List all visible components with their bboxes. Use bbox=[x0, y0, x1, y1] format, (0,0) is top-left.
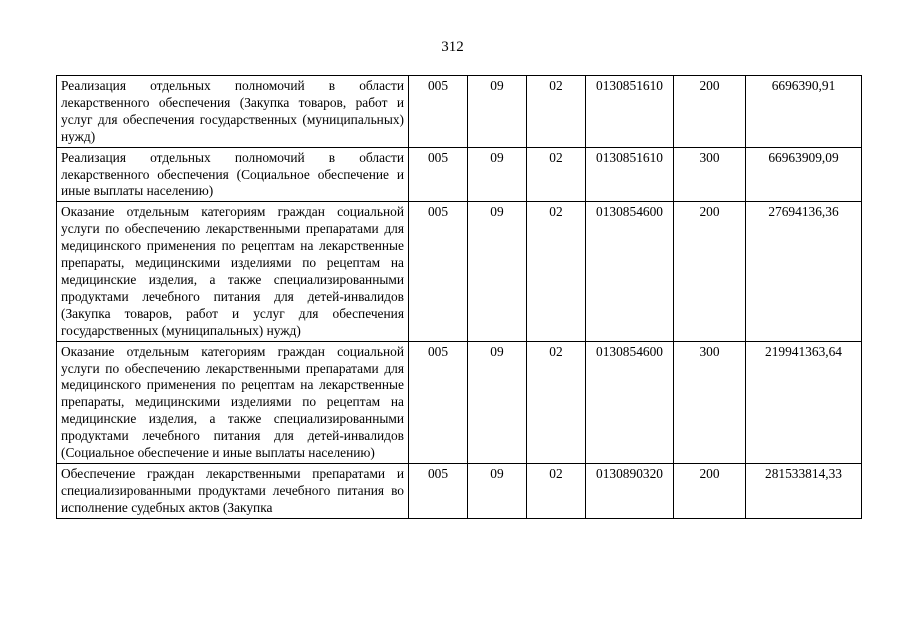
expense-description: Оказание отдельным категориям граждан социальной услуги по обеспечению лекарственными препаратами для медицинского применения по рецептам на лекарственные препараты, медицинскими изделиями по рецептам на медицинские изделия, а также специализированными продуктами лечебного питания для детей-инвалидов (Закупка товаров, работ и услуг для обеспечения государственных (муниципальных) нужд) bbox=[57, 202, 409, 341]
amount: 66963909,09 bbox=[746, 147, 862, 202]
table-row bbox=[57, 147, 862, 202]
expense-description: Реализация отдельных полномочий в области лекарственного обеспечения (Социальное обеспечение и иные выплаты населению) bbox=[57, 147, 409, 202]
section-code: 09 bbox=[468, 463, 527, 518]
amount: 6696390,91 bbox=[746, 76, 862, 148]
subsection-code: 02 bbox=[527, 341, 586, 463]
subsection-code: 02 bbox=[527, 463, 586, 518]
target-article-code: 0130890320 bbox=[586, 463, 674, 518]
expense-type-code: 200 bbox=[674, 463, 746, 518]
amount: 281533814,33 bbox=[746, 463, 862, 518]
target-article-code: 0130851610 bbox=[586, 147, 674, 202]
section-code: 09 bbox=[468, 341, 527, 463]
page-number: 312 bbox=[441, 39, 464, 55]
subsection-code: 02 bbox=[527, 202, 586, 341]
table-row bbox=[57, 341, 862, 463]
target-article-code: 0130854600 bbox=[586, 341, 674, 463]
section-code: 09 bbox=[468, 202, 527, 341]
expense-type-code: 200 bbox=[674, 202, 746, 341]
expense-type-code: 200 bbox=[674, 76, 746, 148]
ministry-code: 005 bbox=[409, 202, 468, 341]
table-row bbox=[57, 463, 862, 518]
amount: 27694136,36 bbox=[746, 202, 862, 341]
subsection-code: 02 bbox=[527, 76, 586, 148]
amount: 219941363,64 bbox=[746, 341, 862, 463]
target-article-code: 0130851610 bbox=[586, 76, 674, 148]
table-row bbox=[57, 76, 862, 148]
subsection-code: 02 bbox=[527, 147, 586, 202]
budget-table bbox=[56, 75, 862, 519]
expense-type-code: 300 bbox=[674, 341, 746, 463]
target-article-code: 0130854600 bbox=[586, 202, 674, 341]
table-row bbox=[57, 202, 862, 341]
ministry-code: 005 bbox=[409, 147, 468, 202]
ministry-code: 005 bbox=[409, 341, 468, 463]
expense-description: Реализация отдельных полномочий в области лекарственного обеспечения (Закупка товаров, работ и услуг для обеспечения государственных (муниципальных) нужд) bbox=[57, 76, 409, 148]
section-code: 09 bbox=[468, 147, 527, 202]
expense-description: Обеспечение граждан лекарственными препаратами и специализированными продуктами лечебного питания во исполнение судебных актов (Закупка bbox=[57, 463, 409, 518]
section-code: 09 bbox=[468, 76, 527, 148]
expense-type-code: 300 bbox=[674, 147, 746, 202]
ministry-code: 005 bbox=[409, 463, 468, 518]
ministry-code: 005 bbox=[409, 76, 468, 148]
expense-description: Оказание отдельным категориям граждан социальной услуги по обеспечению лекарственными препаратами для медицинского применения по рецептам на лекарственные препараты, медицинскими изделиями по рецептам на медицинские изделия, а также специализированными продуктами лечебного питания для детей-инвалидов (Социальное обеспечение и иные выплаты населению) bbox=[57, 341, 409, 463]
